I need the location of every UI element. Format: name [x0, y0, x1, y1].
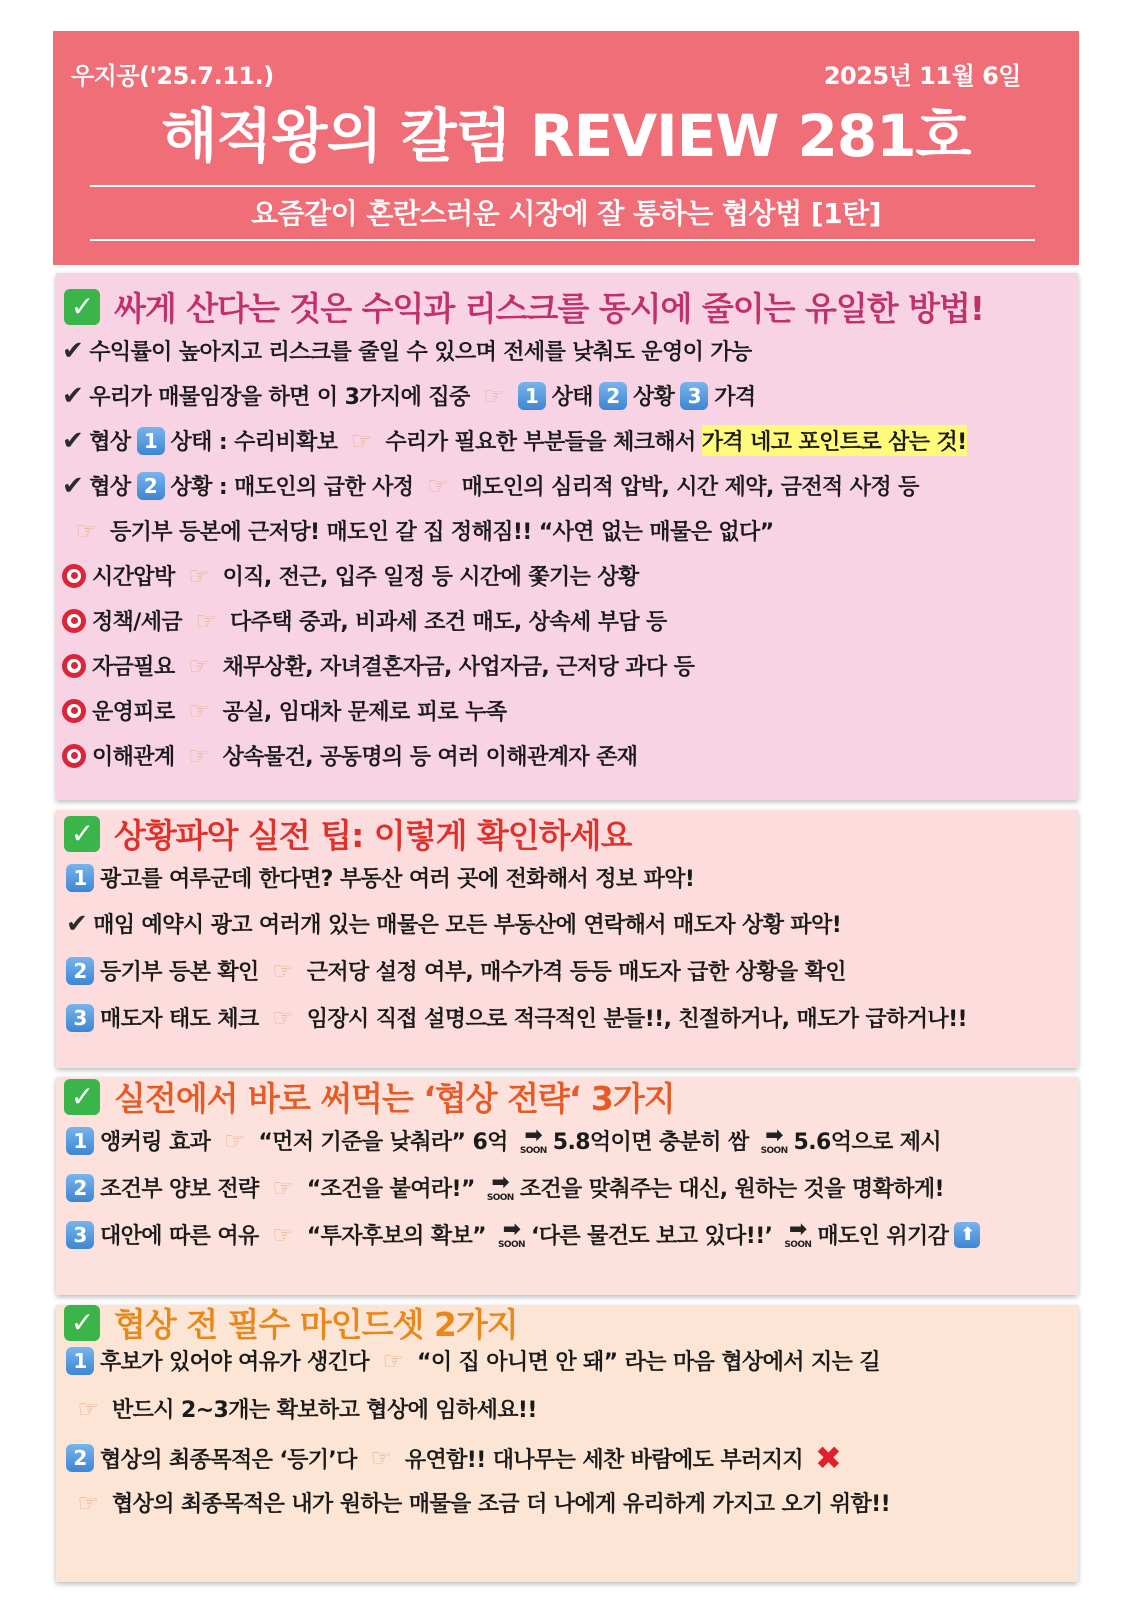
item-text: 이해관계 [92, 745, 175, 770]
section-title-text: 싸게 산다는 것은 수익과 리스크를 동시에 줄이는 유일한 방법! [114, 289, 984, 328]
checkmark-icon: ✔ [62, 425, 84, 456]
target-icon [62, 744, 86, 768]
pointing-hand-icon: ☞ [223, 1126, 245, 1155]
pointing-hand-icon: ☞ [77, 1394, 99, 1423]
item-text: 다주택 중과, 비과세 조건 매도, 상속세 부담 등 [230, 610, 667, 635]
soon-arrow-icon: ➡ SOON [760, 1123, 788, 1156]
list-item [66, 1219, 986, 1250]
item-text: 후보가 있어야 여유가 생긴다 [100, 1350, 370, 1375]
checkmark-icon: ✔ [62, 470, 84, 501]
item-text: 상황 : 매도인의 급한 사정 [170, 475, 414, 500]
section-title [64, 810, 631, 857]
item-text: 대안에 따른 여유 [100, 1224, 259, 1249]
pointing-hand-icon: ☞ [77, 1488, 99, 1517]
number-keycap-icon: 3 [66, 1004, 94, 1032]
checkmark-icon: ✔ [62, 380, 84, 411]
list-item [66, 955, 852, 986]
item-text: 자금필요 [92, 655, 175, 680]
header-date: 2025년 11월 6일 [823, 62, 1021, 90]
target-icon [62, 564, 86, 588]
section-situation-tips [56, 810, 1078, 1068]
number-keycap-icon: 2 [66, 1444, 94, 1472]
item-text: 5.6억으로 제시 [793, 1130, 942, 1155]
pointing-hand-icon: ☞ [188, 651, 210, 680]
up-arrow-icon: ⬆ [954, 1222, 980, 1248]
item-text: 수익률이 높아지고 리스크를 줄일 수 있으며 전세를 낮춰도 운영이 가능 [89, 340, 752, 365]
target-icon [62, 654, 86, 678]
item-text: 매임 예약시 광고 여러개 있는 매물은 모든 부동산에 연락해서 매도자 상황 파악! [93, 913, 842, 938]
target-icon [62, 699, 86, 723]
soon-arrow-icon: ➡ SOON [784, 1217, 812, 1250]
pointing-hand-icon: ☞ [272, 1220, 294, 1249]
item-text: 운영피로 [92, 700, 175, 725]
pointing-hand-icon: ☞ [427, 471, 448, 500]
check-box-icon: ✓ [64, 816, 100, 852]
section-title [64, 1073, 675, 1120]
section-title-text: 상황파악 실전 팁: 이렇게 확인하세요 [114, 816, 632, 855]
list-item [70, 1393, 543, 1424]
item-text: 협상의 최종목적은 내가 원하는 매물을 조금 더 나에게 유리하게 가지고 오기 위함!! [112, 1492, 891, 1517]
list-item [62, 380, 762, 411]
number-keycap-icon: 3 [66, 1221, 94, 1249]
list-item [66, 1172, 950, 1203]
page-title: 해적왕의 칼럼 REVIEW 281호 [161, 102, 971, 170]
section-negotiation-strategies [56, 1077, 1078, 1295]
check-box-icon: ✓ [64, 1079, 100, 1115]
item-text: 조건부 양보 전략 [100, 1177, 259, 1202]
section-buy-cheap [56, 273, 1078, 800]
item-text: 정책/세금 [92, 610, 183, 635]
list-item [66, 1439, 847, 1477]
item-text: 상속물건, 공동명의 등 여러 이해관계자 존재 [222, 745, 638, 770]
item-text: ‘다른 물건도 보고 있다!!’ [530, 1224, 773, 1249]
item-text: 시간압박 [92, 565, 175, 590]
list-item [62, 335, 758, 366]
header-banner [53, 31, 1079, 265]
checkmark-icon: ✔ [62, 335, 84, 366]
list-item [62, 695, 512, 726]
cross-mark-icon: ✖ [815, 1439, 842, 1477]
section-title [64, 283, 984, 330]
item-text: 우리가 매물임장을 하면 이 3가지에 집중 [89, 385, 470, 410]
section-title-text: 실전에서 바로 써먹는 ‘협상 전략‘ 3가지 [114, 1079, 675, 1118]
item-text: 수리가 필요한 부분들을 체크해서 [385, 430, 696, 455]
number-keycap-icon: 1 [518, 382, 546, 410]
item-text: 이직, 전근, 입주 일정 등 시간에 쫓기는 상황 [222, 565, 639, 590]
item-text: 반드시 2~3개는 확보하고 협상에 임하세요!! [112, 1398, 537, 1423]
pointing-hand-icon: ☞ [370, 1444, 392, 1472]
item-text: 근저당 설정 여부, 매수가격 등등 매도자 급한 상황을 확인 [306, 960, 846, 985]
item-text: 상태 : 수리비확보 [170, 430, 338, 455]
list-item [62, 560, 645, 591]
list-item [68, 515, 780, 546]
pointing-hand-icon: ☞ [382, 1346, 404, 1375]
pointing-hand-icon: ☞ [195, 606, 217, 635]
item-text: 매도자 태도 체크 [100, 1007, 259, 1032]
number-keycap-icon: 2 [137, 472, 165, 500]
number-keycap-icon: 2 [599, 382, 627, 410]
item-text: 공실, 임대차 문제로 피로 누족 [222, 700, 507, 725]
item-text: 광고를 여루군데 한다면? 부동산 여러 곳에 전화해서 정보 파악! [100, 867, 695, 892]
item-text: 5.8억이면 충분히 쌈 [552, 1130, 749, 1155]
number-keycap-icon: 2 [66, 1174, 94, 1202]
item-text: 가격 [714, 385, 756, 410]
checkmark-icon: ✔ [66, 908, 88, 939]
item-text: “이 집 아니면 안 돼” 라는 마음 협상에서 지는 길 [417, 1350, 881, 1375]
list-item [62, 425, 973, 456]
list-item [66, 862, 700, 893]
item-text: 협상의 최종목적은 ‘등기’다 [100, 1447, 357, 1473]
pointing-hand-icon: ☞ [483, 381, 505, 410]
list-item [62, 740, 643, 771]
number-keycap-icon: 1 [137, 427, 165, 455]
item-text: 등기부 등본에 근저당! 매도인 갈 집 정해짐!! “사연 없는 매물은 없다” [110, 520, 774, 545]
item-text: 앵커링 효과 [100, 1130, 211, 1155]
section-title-text: 협상 전 필수 마인드셋 2가지 [114, 1305, 518, 1344]
item-text: 임장시 직접 설명으로 적극적인 분들!!, 친절하거나, 매도가 급하거나!! [306, 1007, 967, 1032]
list-item [62, 605, 673, 636]
highlighted-text: 가격 네고 포인트로 삼는 것! [702, 425, 967, 456]
number-keycap-icon: 3 [680, 382, 708, 410]
item-text: 협상 [89, 430, 131, 455]
item-text: 상태 [551, 385, 593, 410]
pointing-hand-icon: ☞ [272, 1003, 294, 1032]
list-item [66, 908, 847, 939]
list-item [62, 470, 925, 501]
item-text: “먼저 기준을 낮춰라” 6억 [258, 1130, 508, 1155]
number-keycap-icon: 2 [66, 957, 94, 985]
item-text: 유연함!! 대나무는 세찬 바람에도 부러지지 [404, 1447, 804, 1473]
item-text: 채무상환, 자녀결혼자금, 사업자금, 근저당 과다 등 [222, 655, 695, 680]
pointing-hand-icon: ☞ [188, 696, 210, 725]
list-item [66, 1345, 886, 1376]
pointing-hand-icon: ☞ [350, 426, 372, 455]
item-text: 상황 [632, 385, 675, 410]
list-item [62, 650, 700, 681]
item-text: 협상 [89, 475, 131, 500]
item-text: 매도인의 심리적 압박, 시간 제약, 금전적 사정 등 [461, 475, 919, 500]
number-keycap-icon: 1 [66, 1347, 94, 1375]
check-box-icon: ✓ [64, 1305, 100, 1341]
header-author-date: 우지공('25.7.11.) [71, 62, 274, 90]
header-divider-bottom [90, 239, 1035, 241]
item-text: 등기부 등본 확인 [100, 960, 259, 985]
pointing-hand-icon: ☞ [272, 956, 294, 985]
section-title [64, 1299, 518, 1346]
list-item [66, 1002, 973, 1033]
soon-arrow-icon: ➡ SOON [519, 1123, 547, 1156]
item-text: “조건을 붙여라!” [306, 1177, 475, 1202]
item-text: 매도인 위기감 [817, 1224, 949, 1249]
pointing-hand-icon: ☞ [188, 561, 210, 590]
list-item [66, 1125, 947, 1156]
list-item [70, 1487, 896, 1518]
pointing-hand-icon: ☞ [188, 741, 210, 770]
check-box-icon: ✓ [64, 289, 100, 325]
soon-arrow-icon: ➡ SOON [498, 1217, 525, 1250]
page-subtitle: 요즘같이 혼란스러운 시장에 잘 통하는 협상법 [1탄] [250, 197, 882, 230]
pointing-hand-icon: ☞ [75, 516, 97, 545]
number-keycap-icon: 1 [66, 864, 94, 892]
item-text: 조건을 맞춰주는 대신, 원하는 것을 명확하게! [519, 1177, 944, 1202]
soon-arrow-icon: ➡ SOON [486, 1170, 514, 1203]
item-text: “투자후보의 확보” [306, 1224, 487, 1249]
number-keycap-icon: 1 [66, 1127, 94, 1155]
pointing-hand-icon: ☞ [272, 1173, 294, 1202]
target-icon [62, 609, 86, 633]
header-divider-top [90, 185, 1035, 187]
section-mindset [56, 1305, 1078, 1582]
